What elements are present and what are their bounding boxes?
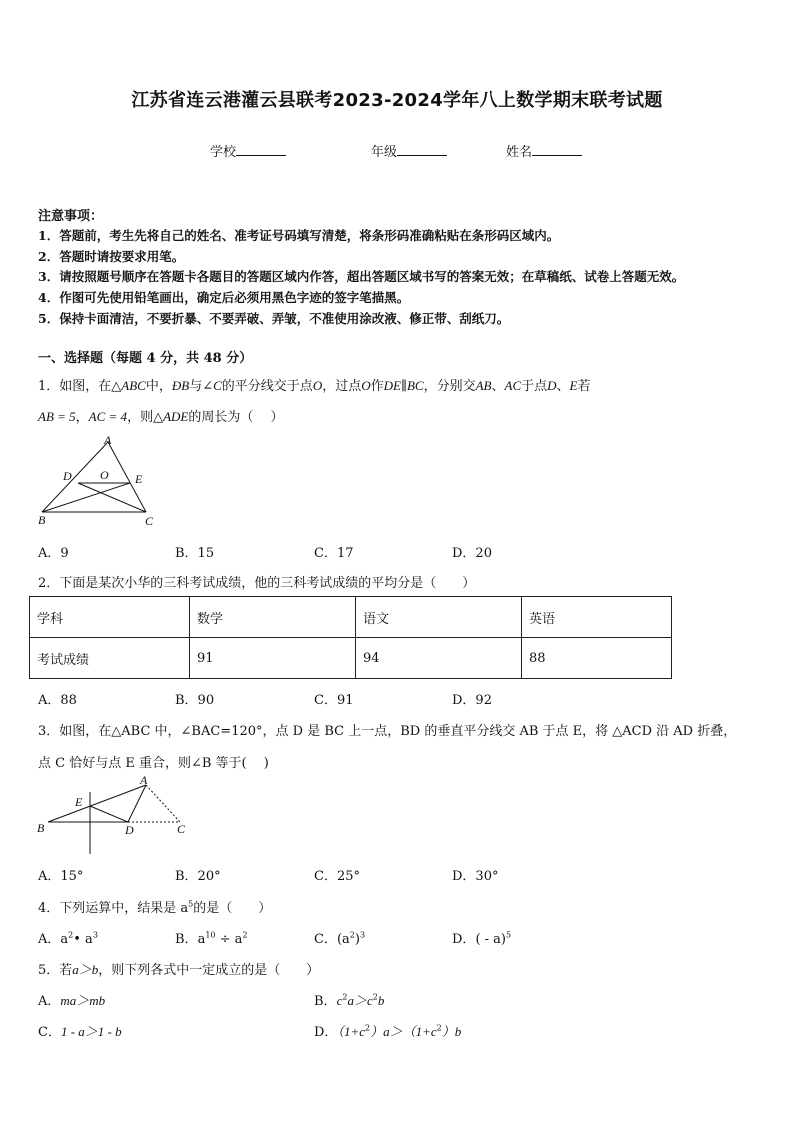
- option-expr: （1+c: [337, 1024, 365, 1039]
- note-item: 2．答题时请按要求用笔。: [38, 249, 185, 264]
- note-item: 4．作图可先使用铅笔画出，确定后必须用黑色字迹的签字笔描黑。: [38, 290, 410, 305]
- name-blank[interactable]: [532, 143, 582, 156]
- option-expr: ): [354, 932, 360, 947]
- table-header-row: [30, 597, 672, 638]
- q4-option-a[interactable]: [38, 928, 98, 947]
- option-expr: c: [336, 993, 343, 1008]
- fig3-label-c: C: [177, 822, 186, 836]
- q1-text: 的平分线交于点: [221, 379, 313, 394]
- note-item: 3．请按照题号顺序在答题卡各题目的答题区域内作答，超出答题区域书写的答案无效；在草稿纸、试卷上答题无效。: [38, 269, 685, 284]
- option-expr: ）a＞（1+c: [370, 1024, 437, 1039]
- option-sup: 3: [359, 930, 366, 940]
- option-expr: ）b: [441, 1024, 462, 1039]
- q1-text: 于点: [521, 379, 548, 394]
- q1-math: DE∥BC: [383, 378, 424, 393]
- q3-triangle-figure: [34, 772, 194, 858]
- q3-option-b[interactable]: B．20°: [175, 869, 221, 884]
- section-heading: 一、选择题（每题 4 分，共 48 分）: [38, 351, 253, 366]
- q1-math: ∠C: [202, 378, 222, 393]
- option-expr: 1 - a＞1 - b: [60, 1024, 122, 1039]
- q4-option-b[interactable]: [175, 928, 248, 947]
- question-5-text: [38, 959, 319, 978]
- question-4-text: [38, 897, 271, 916]
- q1-option-d[interactable]: D．20: [452, 546, 492, 561]
- q1-math: O: [361, 378, 371, 393]
- q1-text: ，过点: [322, 379, 362, 394]
- question-2-text: 2．下面是某次小华的三科考试成绩，他的三科考试成绩的平均分是（ ）: [38, 576, 476, 591]
- name-field[interactable]: [506, 141, 582, 160]
- note-item: 5．保持卡面清洁，不要折暴、不要弄破、弄皱，不准使用涂改液、修正带、刮纸刀。: [38, 311, 510, 326]
- q4-text: 4．下列运算中，结果是 a: [38, 901, 189, 916]
- grade-label: 年级: [371, 145, 398, 160]
- table-cell: 考试成绩: [30, 638, 190, 679]
- q5-text: 5．若: [38, 963, 73, 978]
- option-label: A．: [38, 932, 61, 947]
- q2-option-a[interactable]: A．88: [38, 693, 77, 708]
- table-header-cell: 语文: [356, 597, 522, 638]
- option-expr: ÷ a: [215, 932, 243, 947]
- question-3-line-1: 3．如图，在△ABC 中，∠BAC=120°，点 D 是 BC 上一点，BD 的垂直平分线交 AB 于点 E，将 △ACD 沿 AD 折叠，: [38, 724, 737, 739]
- q1-math: AC = 4: [88, 409, 128, 424]
- q5-text: ，则下列各式中一定成立的是（ ）: [98, 963, 320, 978]
- option-expr: a: [197, 932, 206, 947]
- option-expr: • a: [73, 932, 93, 947]
- q1-option-a[interactable]: A．9: [38, 546, 69, 561]
- fig3-label-b: B: [37, 821, 45, 835]
- q1-text: 中，: [145, 379, 172, 394]
- q2-option-d[interactable]: D．92: [452, 693, 492, 708]
- table-cell: 88: [522, 638, 672, 679]
- option-label: D．: [452, 932, 476, 947]
- q1-math: △ABC: [111, 378, 146, 393]
- q3-option-a[interactable]: A．15°: [38, 869, 84, 884]
- q2-option-c[interactable]: C．91: [314, 693, 354, 708]
- option-expr: a: [60, 932, 69, 947]
- q2-option-b[interactable]: B．90: [175, 693, 215, 708]
- q1-math: AB: [475, 378, 492, 393]
- option-sup: 3: [92, 930, 98, 940]
- school-blank[interactable]: [236, 143, 286, 156]
- q3-option-c[interactable]: C．25°: [314, 869, 360, 884]
- q1-math: △ADE: [153, 409, 189, 424]
- q5-option-c[interactable]: [38, 1021, 122, 1040]
- option-expr: ( - a): [475, 932, 506, 947]
- option-expr: ma＞mb: [60, 993, 106, 1008]
- question-1-line-2: [38, 406, 284, 425]
- option-expr: (a: [336, 932, 350, 947]
- q1-text: ，分别交: [423, 379, 476, 394]
- option-sup: 5: [506, 930, 512, 940]
- option-label: A．: [38, 994, 61, 1009]
- fig3-label-d: D: [125, 823, 134, 837]
- fig1-label-b: B: [38, 513, 46, 527]
- q1-text: 作: [370, 379, 384, 394]
- q1-option-c[interactable]: C．17: [314, 546, 354, 561]
- option-sup: 2: [242, 930, 248, 940]
- q1-text: 与: [189, 379, 203, 394]
- q1-text: 若: [577, 379, 591, 394]
- q1-option-b[interactable]: B．15: [175, 546, 215, 561]
- fig1-label-a: A: [104, 433, 112, 447]
- q1-math: D: [547, 378, 557, 393]
- q1-math: AB = 5: [38, 409, 76, 424]
- notes-heading: 注意事项：: [38, 209, 104, 224]
- q5-option-b[interactable]: [314, 990, 384, 1009]
- q3-option-d[interactable]: D．30°: [452, 869, 499, 884]
- option-label: B．: [175, 932, 198, 947]
- table-row: [30, 638, 672, 679]
- school-field[interactable]: [210, 141, 286, 160]
- q1-text: 的周长为（ ）: [188, 410, 284, 425]
- q1-math: E: [569, 378, 578, 393]
- q4-option-d[interactable]: [452, 928, 511, 947]
- q4-text: 的是（ ）: [193, 901, 272, 916]
- note-item: 1．答题前，考生先将自己的姓名、准考证号码填写清楚，将条形码准确粘贴在条形码区域内。: [38, 228, 560, 243]
- option-sup: 10: [205, 930, 216, 940]
- grade-blank[interactable]: [397, 143, 447, 156]
- option-sup: 2: [68, 930, 74, 940]
- table-header-cell: 学科: [30, 597, 190, 638]
- q1-math: AC: [504, 378, 522, 393]
- fig1-label-e: E: [135, 472, 143, 486]
- school-label: 学校: [210, 145, 237, 160]
- name-label: 姓名: [506, 145, 533, 160]
- fig1-label-o: O: [100, 468, 109, 482]
- fig1-label-c: C: [145, 514, 154, 528]
- table-header-cell: 英语: [522, 597, 672, 638]
- q4-option-c[interactable]: [314, 928, 365, 947]
- option-label: C．: [38, 1025, 61, 1040]
- grade-field[interactable]: [371, 141, 447, 160]
- option-sup: 2: [364, 1023, 371, 1033]
- exam-title: 江苏省连云港灌云县联考2023-2024学年八上数学期末联考试题: [131, 90, 663, 111]
- option-sup: 2: [342, 992, 348, 1002]
- option-sup: 2: [349, 930, 355, 940]
- option-expr: b: [377, 993, 385, 1008]
- table-cell: 94: [356, 638, 522, 679]
- q1-text: 1．如图，在: [38, 379, 112, 394]
- question-3-line-2: 点 C 恰好与点 E 重合，则∠B 等于( ): [38, 756, 269, 771]
- scores-table: [29, 596, 672, 679]
- q1-math: ÐB: [171, 378, 190, 393]
- table-header-cell: 数学: [190, 597, 356, 638]
- option-sup: 2: [372, 992, 378, 1002]
- table-cell: 91: [190, 638, 356, 679]
- q1-text: 、: [491, 379, 505, 394]
- option-label: D．: [314, 1025, 338, 1040]
- option-label: B．: [314, 994, 337, 1009]
- option-label: C．: [314, 932, 337, 947]
- q1-text: ，: [75, 410, 89, 425]
- question-1-line-1: [38, 375, 591, 394]
- q1-math: O: [312, 378, 323, 393]
- option-sup: 2: [436, 1023, 442, 1033]
- fig3-label-e: E: [75, 795, 83, 809]
- q1-triangle-figure: [34, 432, 164, 532]
- q1-text: 、: [556, 379, 570, 394]
- q5-option-d[interactable]: [314, 1021, 461, 1040]
- q5-option-a[interactable]: [38, 990, 105, 1009]
- fig3-label-a: A: [140, 773, 148, 787]
- option-expr: a＞c: [347, 993, 373, 1008]
- fig1-label-d: D: [63, 469, 72, 483]
- q5-math: a＞b: [72, 962, 99, 977]
- q1-text: ，则: [127, 410, 154, 425]
- q4-sup: 5: [188, 899, 194, 909]
